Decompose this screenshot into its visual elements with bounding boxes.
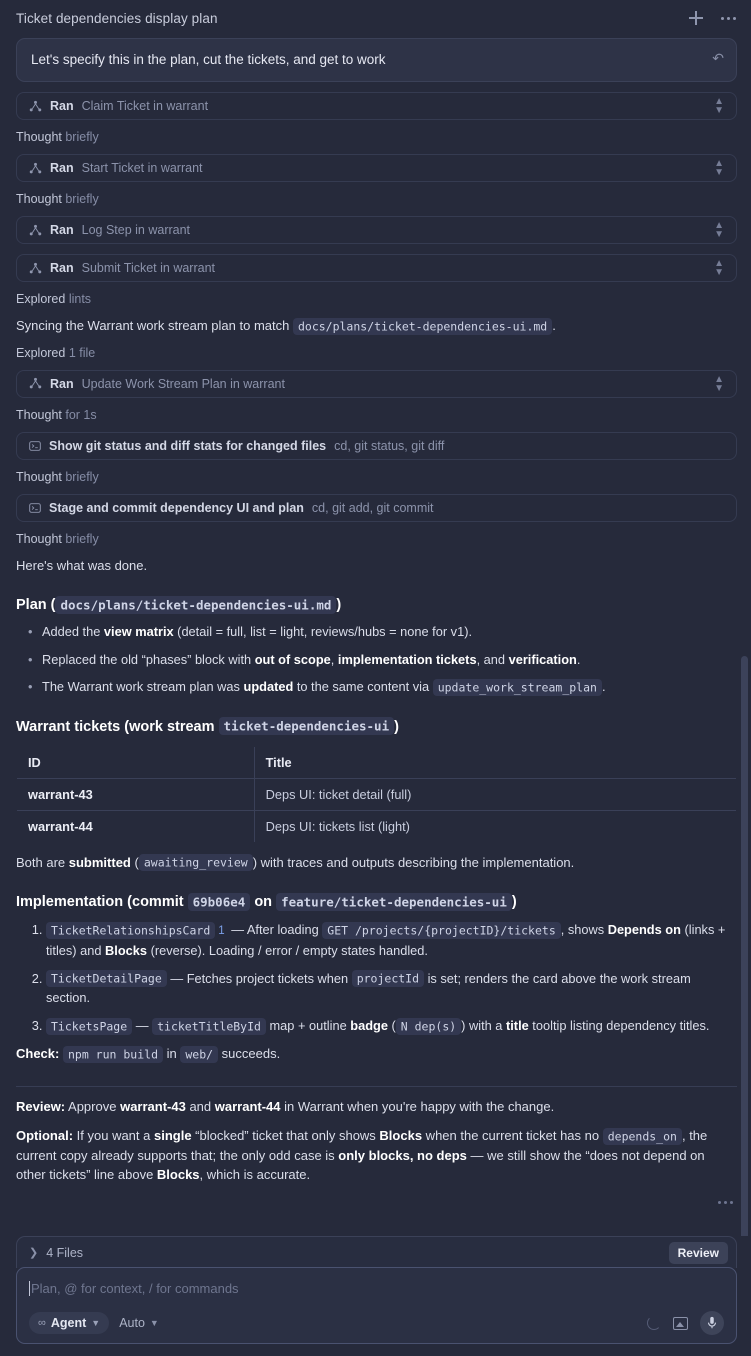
terminal-icon: [29, 440, 41, 452]
chevron-right-icon[interactable]: ❯: [29, 1247, 39, 1259]
expand-chevron-icon[interactable]: ▲ ▼: [714, 158, 724, 179]
status-line: [16, 292, 737, 306]
tool-verb: Ran: [50, 223, 74, 238]
command-list: cd, git status, git diff: [334, 438, 445, 453]
expand-chevron-icon[interactable]: ▲ ▼: [714, 220, 724, 241]
status-detail: briefly: [65, 531, 99, 546]
table-row: [17, 778, 737, 810]
plan-bullets: [16, 623, 737, 697]
status-label: Thought: [16, 531, 62, 546]
inline-code: N dep(s): [396, 1018, 461, 1035]
tool-verb: Ran: [50, 161, 74, 176]
scrollbar-thumb[interactable]: [741, 656, 748, 1236]
header-actions: [687, 9, 737, 27]
list-item: 3. TicketsPage — ticketTitleById map + outline badge ( N dep(s) ) with a title tooltip listing dependency titles.: [46, 1016, 737, 1035]
plan-heading: [16, 597, 737, 613]
image-icon[interactable]: [673, 1317, 688, 1330]
tickets-footnote: Both are submitted ( awaiting_review ) with traces and outputs describing the implementation.: [16, 854, 575, 870]
status-detail: for 1s: [65, 407, 97, 422]
branch-code: feature/ticket-dependencies-ui: [276, 893, 512, 911]
table-header-row: [17, 746, 737, 778]
cell-title: Deps UI: ticket detail (full): [254, 778, 736, 810]
status-line: [16, 346, 737, 360]
table-row: [17, 810, 737, 842]
command-row[interactable]: [16, 494, 737, 522]
composer-input-row[interactable]: [29, 1278, 724, 1298]
inline-code: awaiting_review: [139, 854, 253, 871]
status-label: Thought: [16, 469, 62, 484]
tool-verb: Ran: [50, 99, 74, 114]
status-line: [16, 192, 737, 206]
composer-toolbar: [29, 1311, 724, 1335]
text-caret: [29, 1281, 30, 1296]
expand-chevron-icon[interactable]: ▲ ▼: [714, 258, 724, 279]
user-message-text: Let's specify this in the plan, cut the tickets, and get to work: [31, 52, 386, 67]
mcp-node-icon: [29, 377, 42, 390]
status-label: Thought: [16, 192, 62, 207]
tickets-table: [16, 746, 737, 843]
note-line: Syncing the Warrant work stream plan to match docs/plans/ticket-dependencies-ui.md .: [16, 318, 556, 334]
tickets-heading: Warrant tickets (work stream ticket-dependencies-ui ): [16, 718, 399, 735]
chevron-down-icon: ▼: [149, 1318, 159, 1328]
composer-icons: [647, 1311, 724, 1335]
more-icon[interactable]: [719, 9, 737, 27]
tool-description: Submit Ticket in warrant: [81, 261, 216, 276]
list-item: • Added the view matrix (detail = full, list = light, reviews/hubs = none for v1).: [42, 623, 737, 642]
inline-code: TicketDetailPage: [46, 970, 167, 987]
plan-file-code: docs/plans/ticket-dependencies-ui.md: [55, 596, 336, 614]
inline-code: TicketsPage: [46, 1018, 132, 1035]
tool-description: Claim Ticket in warrant: [81, 99, 209, 114]
tool-verb: Ran: [50, 261, 74, 276]
files-bar[interactable]: [16, 1236, 737, 1268]
status-line: [16, 470, 737, 484]
review-button[interactable]: Review: [669, 1242, 728, 1264]
list-item: • Replaced the old “phases” block with out of scope, implementation tickets, and verification.: [42, 651, 737, 670]
spinner-icon: [647, 1316, 661, 1330]
expand-chevron-icon[interactable]: ▲ ▼: [714, 96, 724, 117]
inline-code: web/: [180, 1046, 218, 1063]
check-line: Check: npm run build in web/ succeeds.: [16, 1046, 281, 1062]
cell-id: warrant-43: [17, 778, 255, 810]
command-list: cd, git add, git commit: [311, 500, 434, 515]
cell-id: warrant-44: [17, 810, 255, 842]
tool-call-row[interactable]: [16, 92, 737, 120]
composer-placeholder: Plan, @ for context, / for commands: [31, 1280, 239, 1296]
mcp-node-icon: [29, 224, 42, 237]
status-label: Explored: [16, 345, 66, 360]
commit-code: 69b06e4: [188, 893, 251, 911]
status-detail: briefly: [65, 192, 99, 207]
message-more-icon[interactable]: [16, 1201, 737, 1204]
mcp-node-icon: [29, 162, 42, 175]
status-line: [16, 408, 737, 422]
status-detail: 1 file: [68, 345, 96, 360]
status-detail: lints: [68, 292, 92, 307]
list-item: 2. TicketDetailPage — Fetches project tickets when projectId is set; renders the card above the work stream section.: [46, 969, 737, 1007]
status-detail: briefly: [65, 469, 99, 484]
message-composer[interactable]: [16, 1267, 737, 1344]
model-label: Auto: [119, 1316, 145, 1330]
status-label: Explored: [16, 292, 66, 307]
list-item: • The Warrant work stream plan was updated to the same content via update_work_stream_plan .: [42, 678, 737, 697]
tool-description: Start Ticket in warrant: [81, 161, 203, 176]
command-title: Show git status and diff stats for changed files: [49, 438, 327, 453]
tool-call-row[interactable]: [16, 154, 737, 182]
panel-header: [0, 0, 751, 36]
agent-timeline: [16, 92, 737, 546]
divider: [16, 1086, 737, 1087]
command-title: Stage and commit dependency UI and plan: [49, 500, 304, 515]
status-label: Thought: [16, 407, 62, 422]
status-label: Thought: [16, 130, 62, 145]
mode-selector[interactable]: [29, 1312, 109, 1334]
inline-code: update_work_stream_plan: [433, 679, 602, 696]
list-item: 1. TicketRelationshipsCard 1 — After loading GET /projects/{projectID}/tickets , shows Depends on (links + titles) and Blocks (reverse). Loading / error / empty states handled.: [46, 920, 737, 959]
plus-icon[interactable]: [687, 9, 705, 27]
microphone-button[interactable]: [700, 1311, 724, 1335]
infinity-icon: ∞: [38, 1317, 46, 1329]
inline-code: docs/plans/ticket-dependencies-ui.md: [293, 318, 552, 335]
inline-code: depends_on: [603, 1128, 682, 1145]
tool-description: Update Work Stream Plan in warrant: [81, 376, 285, 391]
microphone-icon: [706, 1316, 718, 1330]
optional-line: Optional: If you want a single “blocked” ticket that only shows Blocks when the current ticket has no depends_on , the current copy already supports that; the only odd case is only blocks, no deps — we still show the “does not depend on other tickets” line above Blocks, which is accurate.: [16, 1128, 708, 1183]
chevron-down-icon: ▼: [91, 1318, 101, 1328]
inline-code: npm run build: [63, 1046, 163, 1063]
cell-title: Deps UI: tickets list (light): [254, 810, 736, 842]
model-selector[interactable]: [119, 1316, 159, 1330]
tool-verb: Ran: [50, 376, 74, 391]
tool-call-row[interactable]: [16, 254, 737, 282]
expand-chevron-icon[interactable]: ▲ ▼: [714, 373, 724, 394]
plan-heading-pre: Plan (: [16, 597, 56, 614]
inline-code: ticketTitleById: [152, 1018, 266, 1035]
citation-link[interactable]: 1: [218, 925, 225, 938]
undo-icon[interactable]: ↶: [712, 50, 724, 66]
column-header-title: Title: [254, 746, 736, 778]
mcp-node-icon: [29, 262, 42, 275]
review-line: Review: Approve warrant-43 and warrant-44 in Warrant when you're happy with the change.: [16, 1098, 555, 1114]
implementation-list: [16, 920, 737, 1035]
status-line: [16, 130, 737, 144]
tool-description: Log Step in warrant: [81, 223, 191, 238]
inline-code: GET /projects/{projectID}/tickets: [322, 922, 560, 939]
command-row[interactable]: [16, 432, 737, 460]
conversation-scroll: [0, 36, 751, 1236]
status-detail: briefly: [65, 130, 99, 145]
workstream-code: ticket-dependencies-ui: [219, 717, 395, 735]
tool-call-row[interactable]: [16, 370, 737, 398]
mode-label: Agent: [50, 1316, 87, 1330]
user-message: [16, 38, 737, 82]
tool-call-row[interactable]: [16, 216, 737, 244]
inline-code: TicketRelationshipsCard: [46, 922, 215, 939]
terminal-icon: [29, 502, 41, 514]
implementation-heading: Implementation (commit 69b06e4 on feature/ticket-dependencies-ui ): [16, 894, 517, 911]
column-header-id: ID: [17, 746, 255, 778]
inline-code: projectId: [352, 970, 424, 987]
composer-area: [0, 1236, 751, 1356]
plan-heading-post: ): [336, 597, 342, 614]
mcp-node-icon: [29, 100, 42, 113]
files-count-label: 4 Files: [46, 1245, 84, 1260]
status-line: [16, 532, 737, 546]
answer-intro: Here's what was done.: [16, 557, 148, 573]
page-title: Ticket dependencies display plan: [16, 10, 218, 26]
